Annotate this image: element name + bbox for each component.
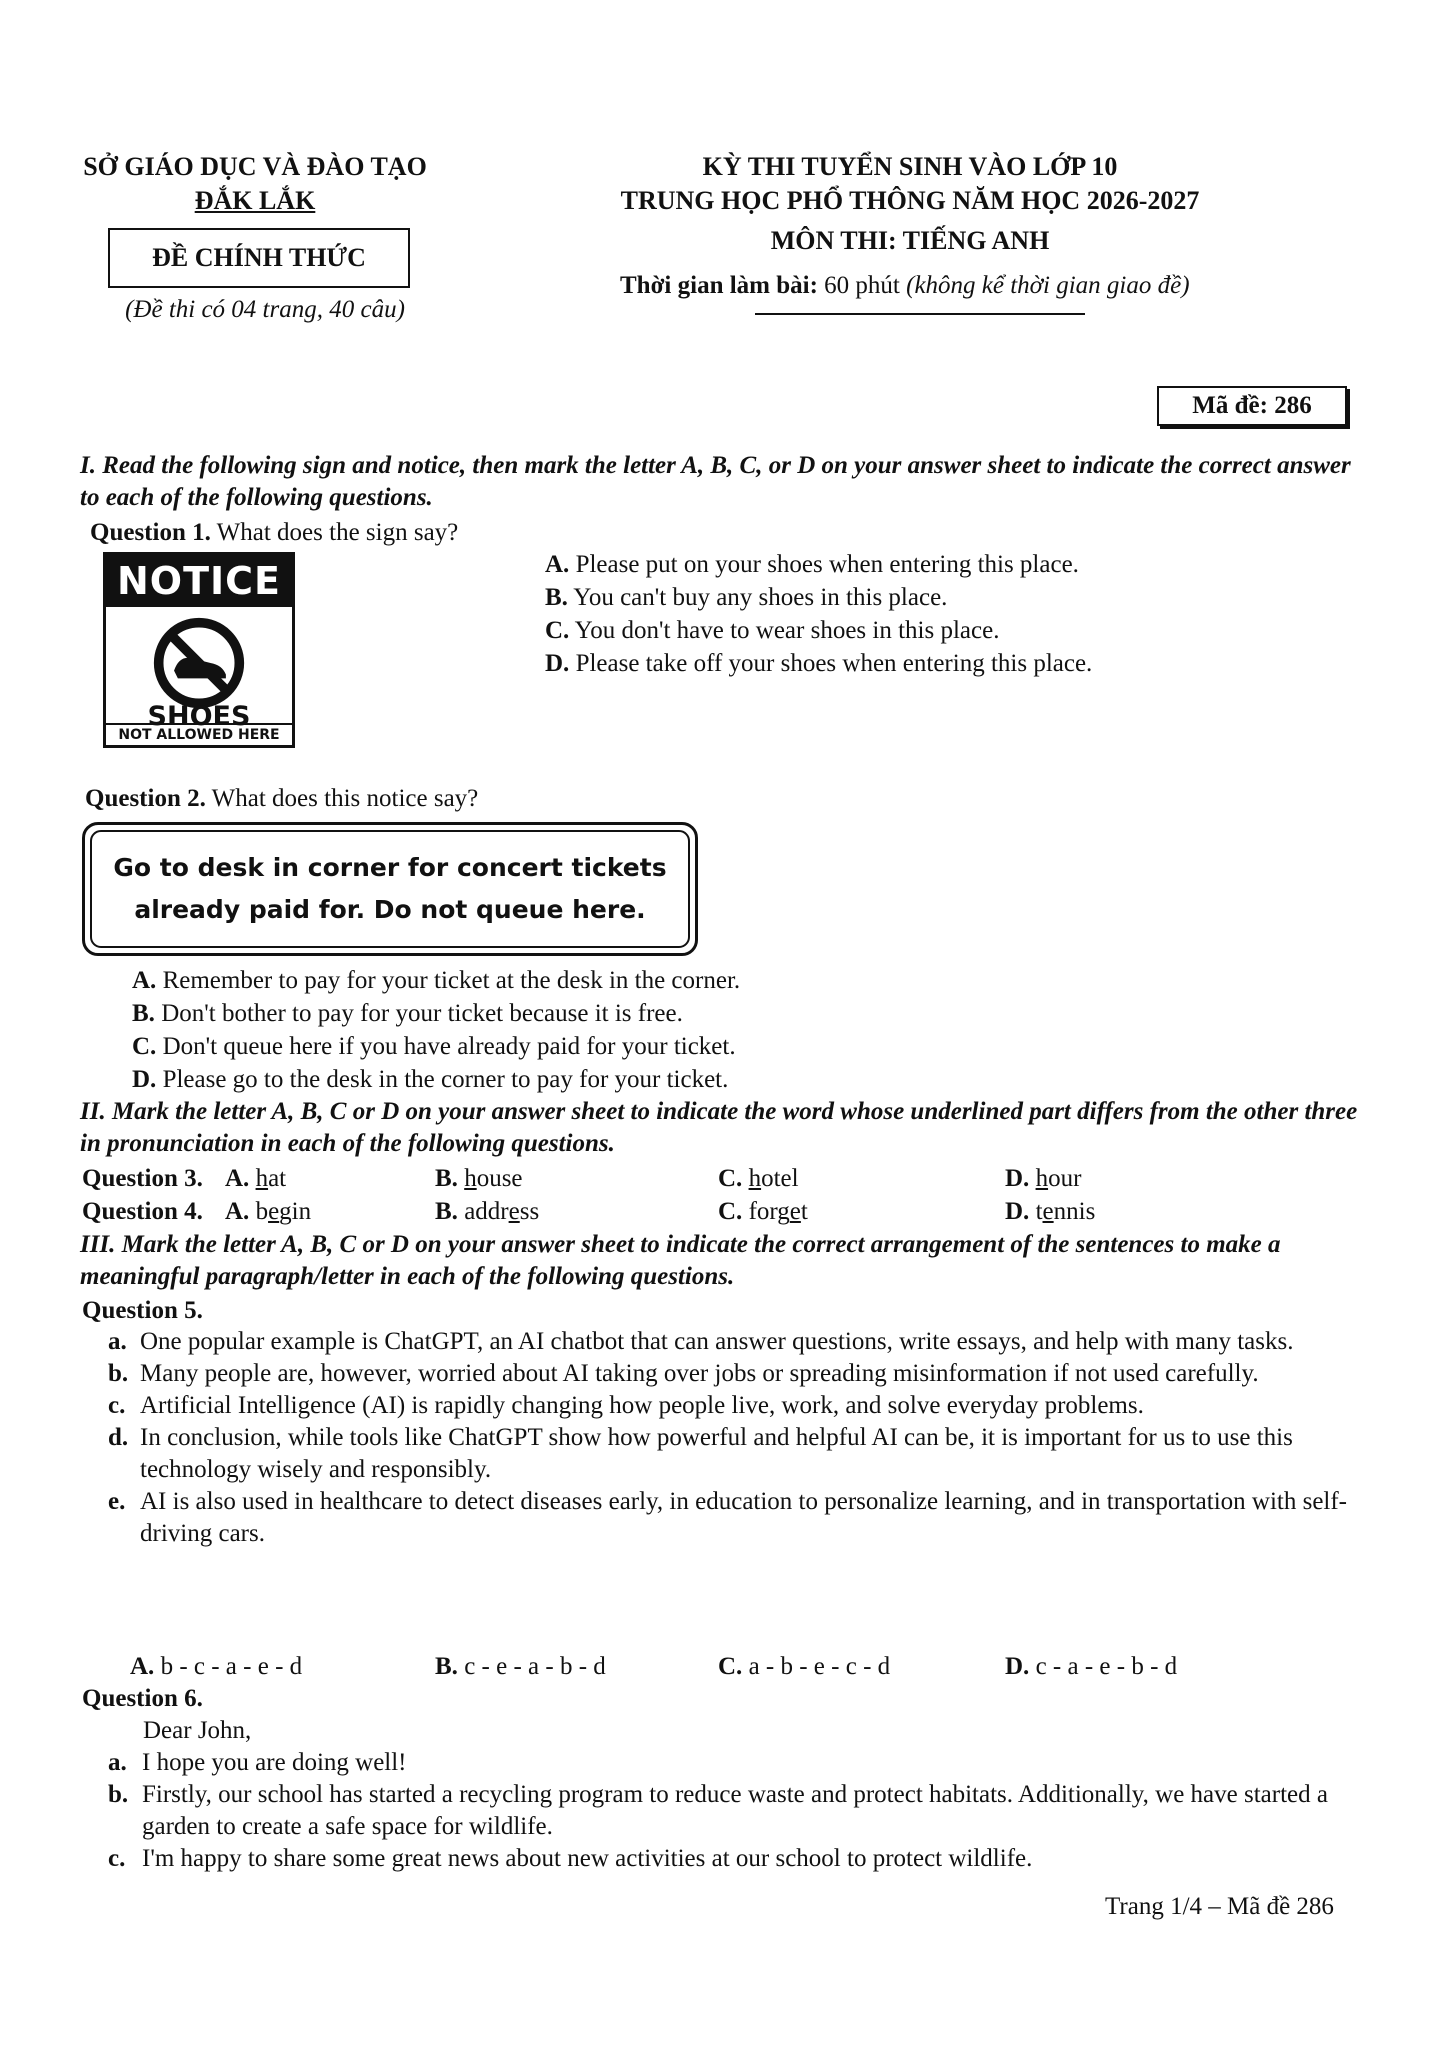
q5-option-a: A. b - c - a - e - d (130, 1653, 303, 1680)
province-name: ĐẮK LẮK (194, 186, 316, 215)
sign-sub-text: NOT ALLOWED HERE (106, 723, 292, 745)
q5-option-b: B. c - e - a - b - d (435, 1653, 606, 1680)
q4-option-c: C. forget (718, 1198, 808, 1225)
exam-subject: MÔN THI: TIẾNG ANH (770, 226, 1050, 255)
q3-option-c: C. hotel (718, 1165, 799, 1192)
letter-greeting: Dear John, (143, 1717, 252, 1744)
exam-code-box: Mã đề: 286 (1157, 386, 1347, 426)
section-1-instruction: I. Read the following sign and notice, then mark the letter A, B, C, or D on your answer sheet to indicate the correct answer to each of the following questions. (80, 452, 1351, 511)
q1-option-d: D. Please take off your shoes when entering this place. (545, 650, 1093, 677)
q5-item-c: c. Artificial Intelligence (AI) is rapidly changing how people live, work, and solve everyday problems. (108, 1392, 1144, 1419)
q1-option-b: B. You can't buy any shoes in this place. (545, 584, 948, 611)
q6-sentence-list (108, 1747, 1358, 1875)
official-exam-box: ĐỀ CHÍNH THỨC (108, 228, 410, 288)
question-6-label: Question 6. (82, 1685, 203, 1712)
q1-option-c: C. You don't have to wear shoes in this place. (545, 617, 1000, 644)
q5-option-c: C. a - b - e - c - d (718, 1653, 891, 1680)
question-1: Question 1. What does the sign say? (90, 519, 459, 546)
q1-option-a: A. Please put on your shoes when entering this place. (545, 551, 1079, 578)
concert-notice-image (82, 822, 698, 956)
notice-line-1: Go to desk in corner for concert tickets (113, 853, 667, 882)
q4-option-d: D. tennis (1005, 1198, 1096, 1225)
q3-option-a: A. hat (225, 1165, 287, 1192)
q5-sentence-list (108, 1326, 1358, 1550)
sign-main-text: SHOES (147, 701, 251, 732)
q2-option-c: C. Don't queue here if you have already paid for your ticket. (132, 1033, 736, 1060)
notice-line-2: already paid for. Do not queue here. (134, 895, 646, 924)
no-shoes-icon (151, 615, 247, 711)
exam-title: KỲ THI TUYỂN SINH VÀO LỚP 10 (702, 152, 1118, 181)
q3-option-d: D. hour (1005, 1165, 1082, 1192)
q5-item-b: b. Many people are, however, worried about AI taking over jobs or spreading misinformation if not used carefully. (108, 1360, 1259, 1387)
department-name: SỞ GIÁO DỤC VÀ ĐÀO TẠO (83, 152, 427, 181)
department-header (60, 150, 450, 218)
q5-item-d: d. In conclusion, while tools like ChatGPT show how powerful and helpful AI can be, it is important for us to use this technology wisely and responsibly. (108, 1424, 1293, 1483)
q6-item-a: a. I hope you are doing well! (108, 1749, 407, 1776)
question-2: Question 2. What does this notice say? (85, 785, 479, 812)
q5-item-a: a. One popular example is ChatGPT, an AI chatbot that can answer questions, write essays, and help with many tasks. (108, 1328, 1294, 1355)
q6-item-b: b. Firstly, our school has started a recycling program to reduce waste and protect habitats. Additionally, we have started a garden to create a safe space for wildlife. (108, 1781, 1328, 1840)
section-2-instruction: II. Mark the letter A, B, C or D on your answer sheet to indicate the word whose underlined part differs from the other three in pronunciation in each of the following questions. (80, 1098, 1358, 1157)
q3-option-b: B. house (435, 1165, 523, 1192)
header-rule (755, 313, 1085, 315)
q2-option-d: D. Please go to the desk in the corner to pay for your ticket. (132, 1066, 729, 1093)
q5-option-d: D. c - a - e - b - d (1005, 1653, 1178, 1680)
question-4-label: Question 4. (82, 1198, 203, 1225)
sign-title: NOTICE (106, 555, 292, 607)
page-footer: Trang 1/4 – Mã đề 286 (1105, 1893, 1334, 1920)
exam-subtitle: TRUNG HỌC PHỔ THÔNG NĂM HỌC 2026-2027 (620, 186, 1200, 215)
q2-option-b: B. Don't bother to pay for your ticket because it is free. (132, 1000, 683, 1027)
q5-item-e: e. AI is also used in healthcare to detect diseases early, in education to personalize learning, and in transportation with self-driving cars. (108, 1488, 1348, 1547)
section-3-instruction: III. Mark the letter A, B, C or D on your answer sheet to indicate the correct arrangement of the sentences to make a meaningful paragraph/letter in each of the following questions. (80, 1231, 1281, 1290)
notice-sign-image (103, 552, 295, 748)
exam-header (600, 150, 1220, 258)
question-5-label: Question 5. (82, 1297, 203, 1324)
pages-note: (Đề thi có 04 trang, 40 câu) (125, 296, 405, 323)
q6-item-c: c. I'm happy to share some great news about new activities at our school to protect wildlife. (108, 1845, 1033, 1872)
question-3-label: Question 3. (82, 1165, 203, 1192)
exam-time: Thời gian làm bài: 60 phút (không kể thời gian giao đề) (620, 272, 1190, 299)
q4-option-b: B. address (435, 1198, 540, 1225)
q4-option-a: A. begin (225, 1198, 312, 1225)
q2-option-a: A. Remember to pay for your ticket at the desk in the corner. (132, 967, 741, 994)
